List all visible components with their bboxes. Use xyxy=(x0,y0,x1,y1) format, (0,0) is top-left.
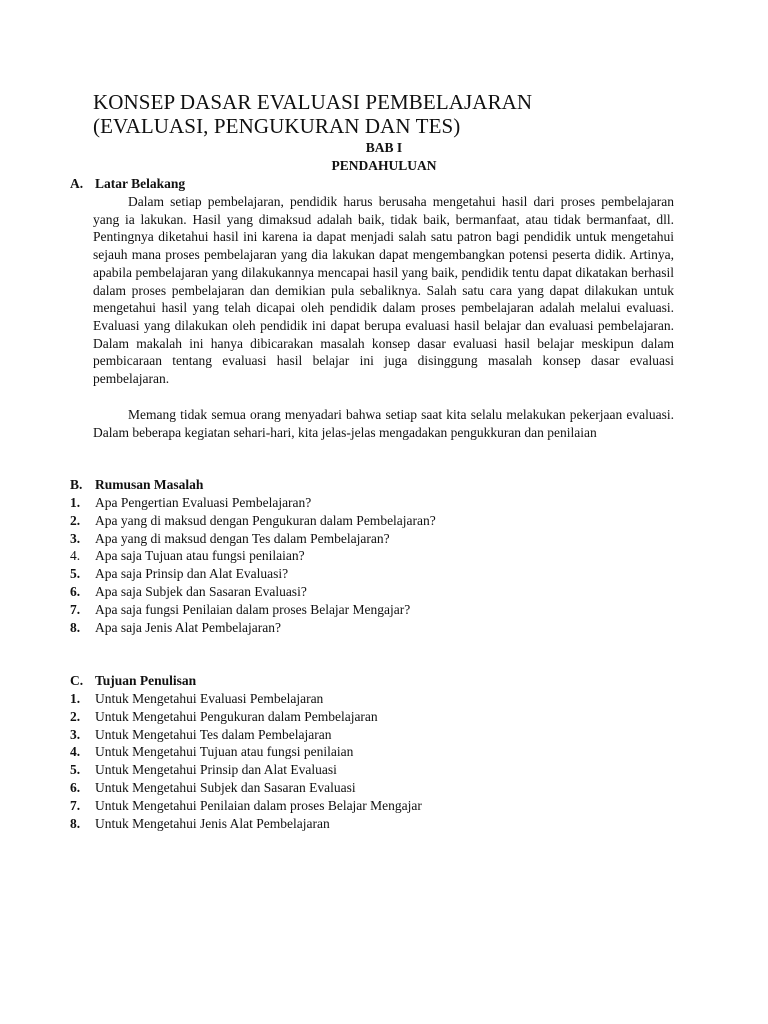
list-item-text: Apa saja Tujuan atau fungsi penilaian? xyxy=(95,548,305,564)
list-item-text: Untuk Mengetahui Tes dalam Pembelajaran xyxy=(95,726,332,742)
section-c-letter: C. xyxy=(70,673,84,688)
section-a-paragraph-1: Dalam setiap pembelajaran, pendidik harus berusaha mengetahui hasil dari proses pembelajaran yang ia lakukan. Hasil yang dimaksud adalah baik, tidak baik, bermanfaat, atau tidak bermanfaat, dll. Pentingnya diketahui hasil ini karena ia dapat menjadi salah satu patron bagi pendidik untuk mengetahui sejauh mana proses pembelajaran yang dia lakukan dapat mengembangkan potensi peserta didik. Artinya, apabila pembelajaran yang dilakukannya mencapai hasil yang baik, pendidik tentu dapat dikatakan berhasil dalam proses pembelajaran dan demikian pula sebaliknya. Salah satu cara yang dapat dilakukan untuk mengetahui hasil yang telah dicapai oleh pendidik dalam proses pembelajaran adalah melalui evaluasi. Evaluasi yang dilakukan oleh pendidik ini dapat berupa evaluasi hasil belajar dan evaluasi pembelajaran. Dalam makalah ini hanya dibicarakan masalah konsep dasar evaluasi hasil belajar meskipun dalam pembicaraan tentang evaluasi hasil belajar ini juga disinggung masalah konsep dasar evaluasi pembelajaran. xyxy=(93,194,674,387)
section-c-heading xyxy=(70,672,196,689)
list-item-number: 2. xyxy=(70,512,81,528)
list-item-text: Apa saja Subjek dan Sasaran Evaluasi? xyxy=(95,583,307,599)
chapter-title: PENDAHULUAN xyxy=(331,158,437,173)
document-title-line-2: (EVALUASI, PENGUKURAN DAN TES) xyxy=(93,114,461,138)
list-item xyxy=(70,547,690,565)
list-item-number: 6. xyxy=(70,779,81,795)
list-item-number: 3. xyxy=(70,530,81,546)
list-item xyxy=(70,779,690,797)
section-a-heading xyxy=(70,175,185,192)
list-item xyxy=(70,512,690,530)
section-b-letter: B. xyxy=(70,477,83,492)
list-item xyxy=(70,797,690,815)
list-item-number: 5. xyxy=(70,762,81,778)
list-item xyxy=(70,494,690,512)
list-item-number: 3. xyxy=(70,726,81,742)
section-a-letter: A. xyxy=(70,176,84,191)
list-item-text: Apa saja Prinsip dan Alat Evaluasi? xyxy=(95,566,289,582)
section-a-paragraph-2: Memang tidak semua orang menyadari bahwa setiap saat kita selalu melakukan pekerjaan evaluasi. Dalam beberapa kegiatan sehari-hari, kita jelas-jelas mengadakan pengukkuran dan penilaian xyxy=(93,407,674,440)
list-item-text: Apa Pengertian Evaluasi Pembelajaran? xyxy=(95,495,312,510)
list-item xyxy=(70,815,690,833)
list-item xyxy=(70,565,690,583)
list-item-text: Untuk Mengetahui Pengukuran dalam Pembelajaran xyxy=(95,708,378,724)
problem-list xyxy=(70,494,690,636)
list-item-number: 1. xyxy=(70,691,81,706)
document-title xyxy=(93,90,693,138)
list-item xyxy=(70,708,690,726)
list-item xyxy=(70,619,690,637)
list-item-number: 4. xyxy=(70,548,81,564)
list-item-text: Untuk Mengetahui Jenis Alat Pembelajaran xyxy=(95,815,330,831)
section-c-title: Tujuan Penulisan xyxy=(95,673,197,688)
chapter-label: BAB I xyxy=(365,140,403,155)
list-item-text: Apa yang di maksud dengan Tes dalam Pembelajaran? xyxy=(95,530,390,546)
objective-list xyxy=(70,690,690,832)
list-item-text: Untuk Mengetahui Tujuan atau fungsi penilaian xyxy=(95,744,354,760)
list-item-text: Untuk Mengetahui Prinsip dan Alat Evaluasi xyxy=(95,762,337,778)
list-item-text: Untuk Mengetahui Penilaian dalam proses Belajar Mengajar xyxy=(95,797,422,813)
list-item-text: Untuk Mengetahui Subjek dan Sasaran Evaluasi xyxy=(95,779,356,795)
list-item-number: 4. xyxy=(70,744,81,760)
list-item-number: 2. xyxy=(70,708,81,724)
section-b-title: Rumusan Masalah xyxy=(95,477,204,492)
list-item-number: 7. xyxy=(70,797,81,813)
document-title-line-1: KONSEP DASAR EVALUASI PEMBELAJARAN xyxy=(93,90,533,114)
list-item xyxy=(70,743,690,761)
list-item-text: Untuk Mengetahui Evaluasi Pembelajaran xyxy=(95,691,324,706)
list-item-number: 1. xyxy=(70,495,81,510)
list-item-text: Apa saja Jenis Alat Pembelajaran? xyxy=(95,619,281,635)
list-item-text: Apa yang di maksud dengan Pengukuran dalam Pembelajaran? xyxy=(95,512,436,528)
list-item-number: 7. xyxy=(70,601,81,617)
list-item-text: Apa saja fungsi Penilaian dalam proses Belajar Mengajar? xyxy=(95,601,411,617)
list-item xyxy=(70,601,690,619)
list-item xyxy=(70,761,690,779)
list-item xyxy=(70,690,690,708)
list-item xyxy=(70,583,690,601)
list-item xyxy=(70,530,690,548)
section-b-heading xyxy=(70,476,203,493)
section-a-title: Latar Belakang xyxy=(95,176,186,191)
list-item-number: 5. xyxy=(70,566,81,582)
list-item-number: 6. xyxy=(70,583,81,599)
list-item-number: 8. xyxy=(70,815,81,831)
list-item xyxy=(70,726,690,744)
list-item-number: 8. xyxy=(70,619,81,635)
